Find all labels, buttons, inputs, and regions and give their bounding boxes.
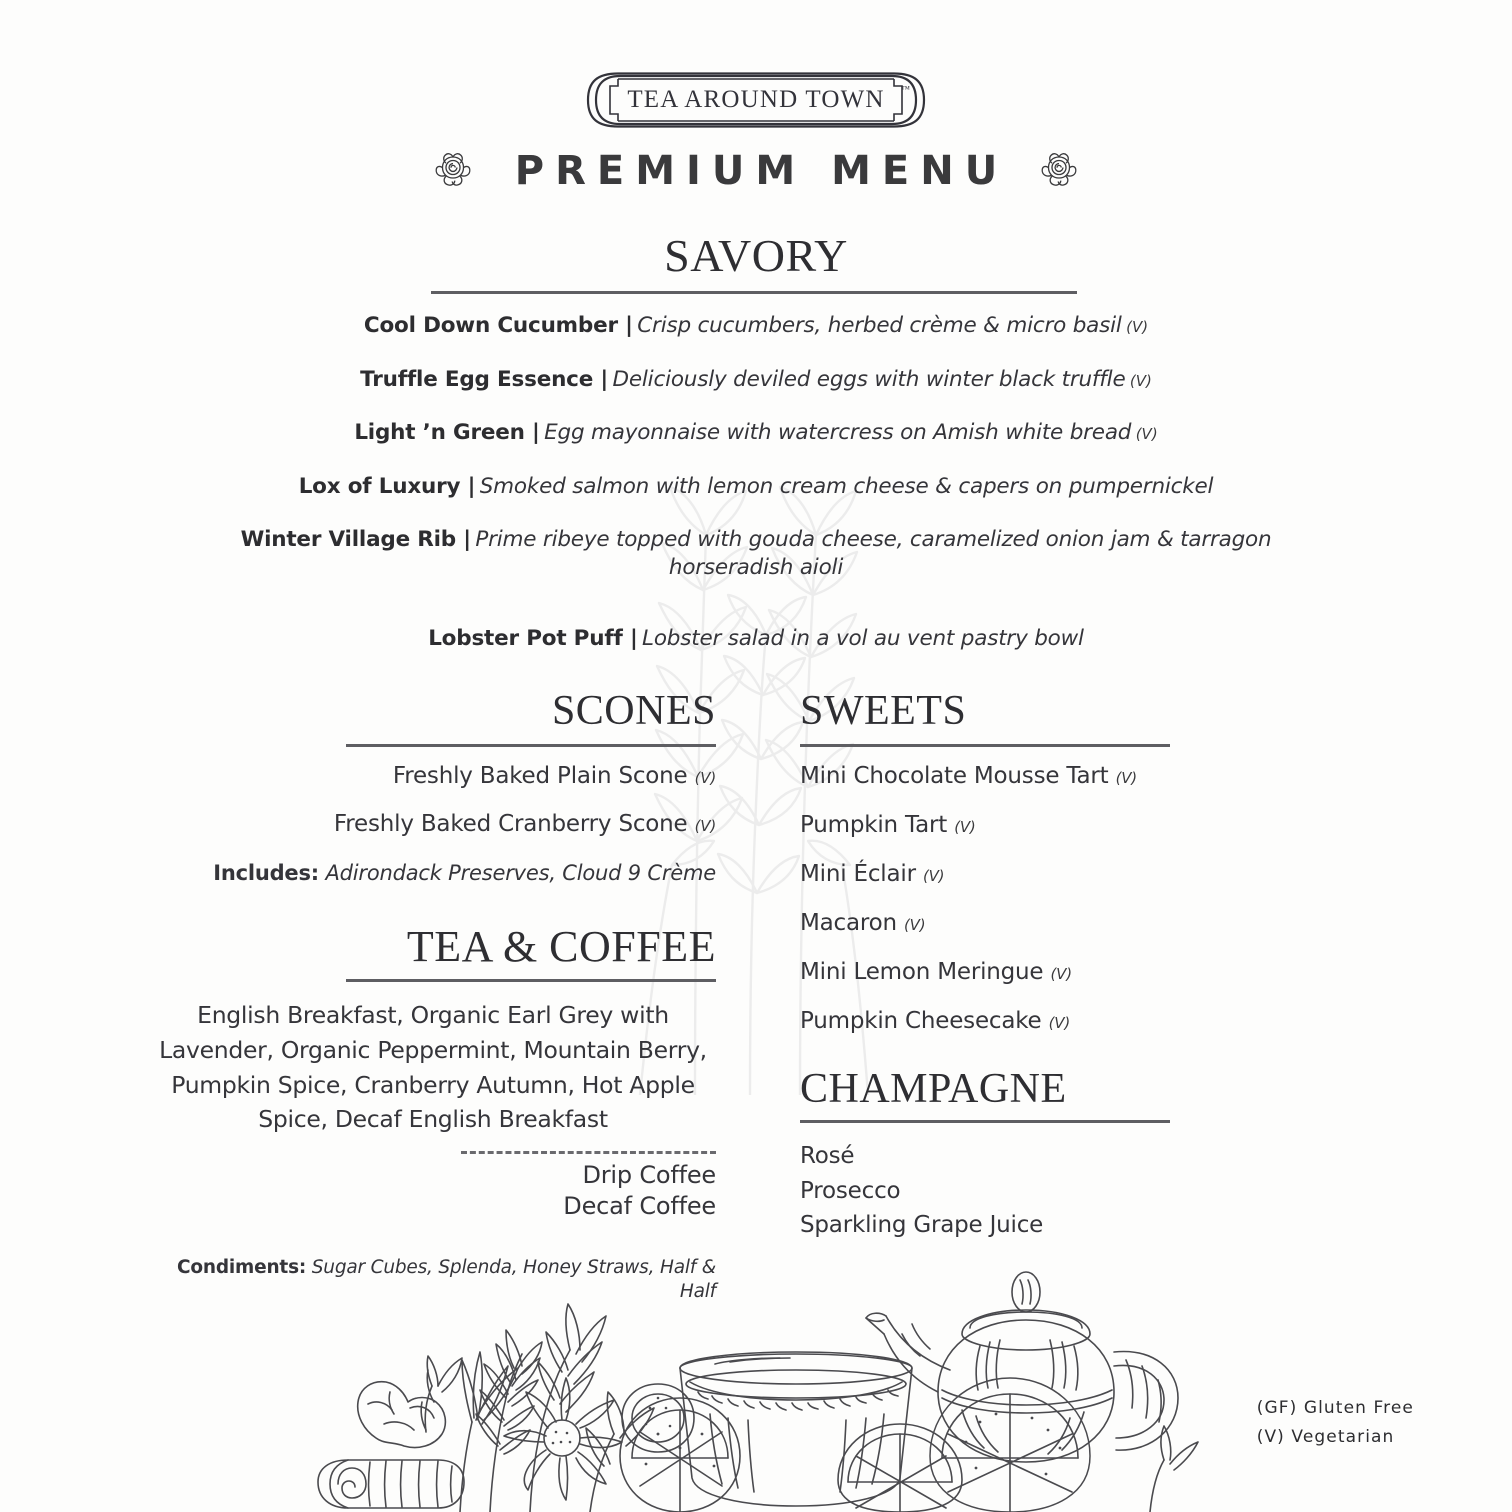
menu-item — [190, 366, 1322, 394]
list-item — [800, 1010, 1210, 1033]
item-name: Freshly Baked Plain Scone — [392, 763, 688, 789]
section-heading-sweets: SWEETS — [800, 688, 967, 734]
champagne-list — [800, 1139, 1210, 1243]
logo-text: TEA AROUND TOWN — [627, 86, 885, 113]
rose-icon — [1038, 150, 1080, 192]
dashed-divider — [461, 1151, 716, 1154]
champagne-section — [800, 1068, 1210, 1243]
condiments-label: Condiments: — [176, 1257, 307, 1279]
menu-title-row — [0, 148, 1512, 194]
scones-section — [150, 690, 716, 885]
menu-item — [190, 625, 1322, 653]
item-description: Lobster salad in a vol au vent pastry bowl — [642, 626, 1084, 652]
logo-badge — [576, 72, 936, 128]
item-name: Freshly Baked Cranberry Scone — [333, 811, 688, 837]
list-item — [800, 912, 1210, 935]
item-name: Cool Down Cucumber | — [363, 313, 633, 338]
item-name: Pumpkin Cheesecake — [800, 1008, 1042, 1034]
condiments-line — [150, 1256, 716, 1303]
section-heading-savory: SAVORY — [664, 230, 848, 281]
list-item — [800, 765, 1210, 788]
list-item — [800, 863, 1210, 886]
dietary-tag: (V) — [694, 817, 716, 835]
item-name: Lobster Pot Puff | — [428, 626, 638, 652]
item-name: Mini Éclair — [800, 861, 916, 887]
trademark-symbol: ™ — [901, 84, 910, 94]
list-item — [150, 765, 716, 788]
coffee-drip: Drip Coffee — [582, 1161, 716, 1190]
item-name: Truffle Egg Essence | — [360, 366, 609, 392]
item-name: Lox of Luxury | — [298, 473, 476, 499]
dietary-tag: (V) — [1126, 318, 1149, 336]
item-name: Macaron — [800, 910, 897, 936]
item-name: Pumpkin Tart — [800, 812, 948, 838]
tea-coffee-divider — [346, 979, 716, 982]
rose-icon — [432, 150, 474, 192]
dietary-tag: (V) — [1050, 965, 1072, 983]
item-name: Mini Chocolate Mousse Tart — [800, 763, 1109, 789]
item-description: Crisp cucumbers, herbed crème & micro basil — [637, 313, 1122, 338]
item-description: Egg mayonnaise with watercress on Amish white bread — [544, 420, 1132, 446]
savory-divider — [431, 291, 1077, 294]
item-name: Light ʼn Green | — [354, 420, 540, 446]
dietary-tag: (V) — [1135, 425, 1158, 444]
tea-list: English Breakfast, Organic Earl Grey with Lavender, Organic Peppermint, Mountain Berry, Pumpkin Spice, Cranberry Autumn, Hot Apple Spice, Decaf English Breakfast — [159, 1001, 707, 1134]
dietary-tag: (V) — [1129, 371, 1152, 390]
scones-list — [150, 765, 716, 836]
list-item — [150, 813, 716, 836]
sweets-divider — [800, 744, 1170, 747]
menu-item — [190, 312, 1322, 340]
sweets-section — [800, 690, 1210, 1059]
list-item — [800, 961, 1210, 984]
scones-divider — [346, 744, 716, 747]
list-item: Rosé — [800, 1143, 855, 1169]
dietary-legend — [1257, 1394, 1414, 1452]
page-title: PREMIUM MENU — [514, 148, 1009, 194]
list-item: Sparkling Grape Juice — [800, 1212, 1044, 1238]
logo — [0, 72, 1512, 128]
legend-gluten-free: (GF) Gluten Free — [1256, 1398, 1414, 1418]
spacer — [190, 607, 1322, 625]
dietary-tag: (V) — [694, 769, 716, 787]
dietary-tag: (V) — [954, 818, 976, 836]
includes-value: Adirondack Preserves, Cloud 9 Crème — [325, 861, 716, 885]
item-name: Winter Village Rib | — [240, 527, 471, 553]
menu-item — [190, 526, 1322, 581]
champagne-divider — [800, 1120, 1170, 1123]
scones-includes — [150, 861, 716, 885]
menu-item — [190, 473, 1322, 501]
coffee-decaf: Decaf Coffee — [563, 1192, 716, 1221]
section-heading-scones: SCONES — [551, 688, 716, 734]
sweets-list — [800, 765, 1210, 1033]
dietary-tag: (V) — [904, 916, 926, 934]
item-description: Smoked salmon with lemon cream cheese & capers on pumpernickel — [479, 473, 1214, 499]
item-name: Mini Lemon Meringue — [800, 959, 1044, 985]
dietary-tag: (V) — [922, 867, 945, 885]
item-description: Prime ribeye topped with gouda cheese, caramelized onion jam & tarragon horseradish aioli — [475, 527, 1272, 580]
section-heading-champagne: CHAMPAGNE — [800, 1066, 1067, 1112]
list-item — [800, 814, 1210, 837]
tea-coffee-section — [150, 922, 716, 1304]
dietary-tag: (V) — [1115, 769, 1137, 787]
section-heading-tea-coffee: TEA & COFFEE — [406, 922, 716, 971]
dietary-tag: (V) — [1048, 1014, 1071, 1032]
legend-vegetarian: (V) Vegetarian — [1256, 1426, 1395, 1447]
list-item: Prosecco — [800, 1177, 901, 1204]
menu-item — [190, 419, 1322, 447]
item-description: Deliciously deviled eggs with winter black truffle — [612, 366, 1126, 392]
condiments-value: Sugar Cubes, Splenda, Honey Straws, Half & Half — [311, 1257, 716, 1303]
includes-label: Includes: — [213, 861, 319, 885]
savory-list — [190, 312, 1322, 653]
